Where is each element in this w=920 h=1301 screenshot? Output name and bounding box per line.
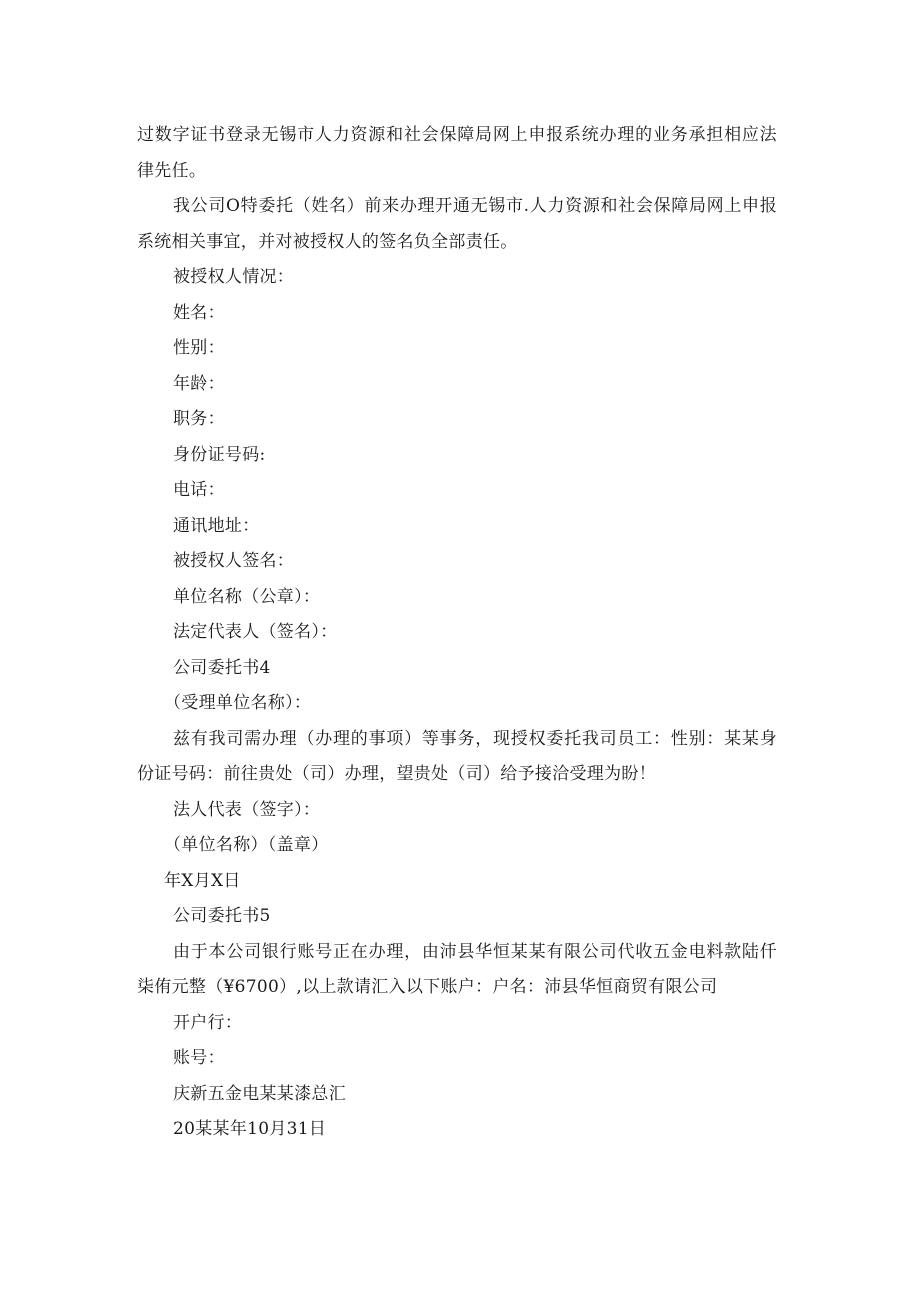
- field-address: 通讯地址：: [173, 515, 260, 536]
- heading-company-letter-5: 公司委托书5: [173, 906, 271, 926]
- heading-company-letter-4: 公司委托书4: [173, 657, 271, 678]
- field-phone: 电话：: [173, 480, 225, 500]
- label-authorized-person-info: 被授权人情况：: [173, 267, 295, 287]
- field-unit-name-seal: 单位名称（公章）：: [173, 586, 321, 607]
- field-name: 姓名：: [173, 302, 225, 323]
- paragraph-authorization-employee: 兹有我司需办理（办理的事项）等事务，现授权委托我司员工：性别：某某身份证号码：前往贵处（司）办理，望贵处（司）给予接洽受理为盼！: [137, 728, 777, 784]
- field-receiving-unit-name: （受理单位名称）：: [164, 693, 312, 713]
- paragraph-payment-instruction: 由于本公司银行账号正在办理，由沛县华恒某某有限公司代收五金电料款陆仟柒侑元整（¥6700）,以上款请汇入以下账户：户名：沛县华恒商贸有限公司: [137, 941, 777, 997]
- paragraph-digital-certificate-liability: 过数字证书登录无锡市人力资源和社会保障局网上申报系统办理的业务承担相应法律先任。: [137, 125, 777, 181]
- field-gender: 性别：: [173, 338, 225, 358]
- field-legal-representative-signature: 法定代表人（签名）：: [173, 622, 338, 642]
- signature-company-name: 庆新五金电某某漆总汇: [173, 1083, 346, 1104]
- paragraph-authorization-statement: 我公司O特委托（姓名）前来办理开通无锡市.人力资源和社会保障局网上申报系统相关事宜，并对被授权人的签名负全部责任。: [137, 196, 777, 252]
- signature-date: 20某某年10月31日: [173, 1119, 327, 1139]
- field-unit-name-stamp: （单位名称）（盖章）: [164, 835, 329, 855]
- field-age: 年龄：: [173, 373, 225, 394]
- field-id-number: 身份证号码:: [173, 444, 266, 465]
- field-position: 职务：: [173, 409, 225, 429]
- field-account-number: 账号：: [173, 1048, 225, 1068]
- document-body: [137, 118, 777, 1148]
- field-legal-representative-sign: 法人代表（签字）：: [173, 799, 321, 820]
- field-bank: 开户行：: [173, 1012, 243, 1033]
- field-authorized-signature: 被授权人签名：: [173, 551, 295, 571]
- field-date-placeholder: 年X月X日: [164, 870, 241, 891]
